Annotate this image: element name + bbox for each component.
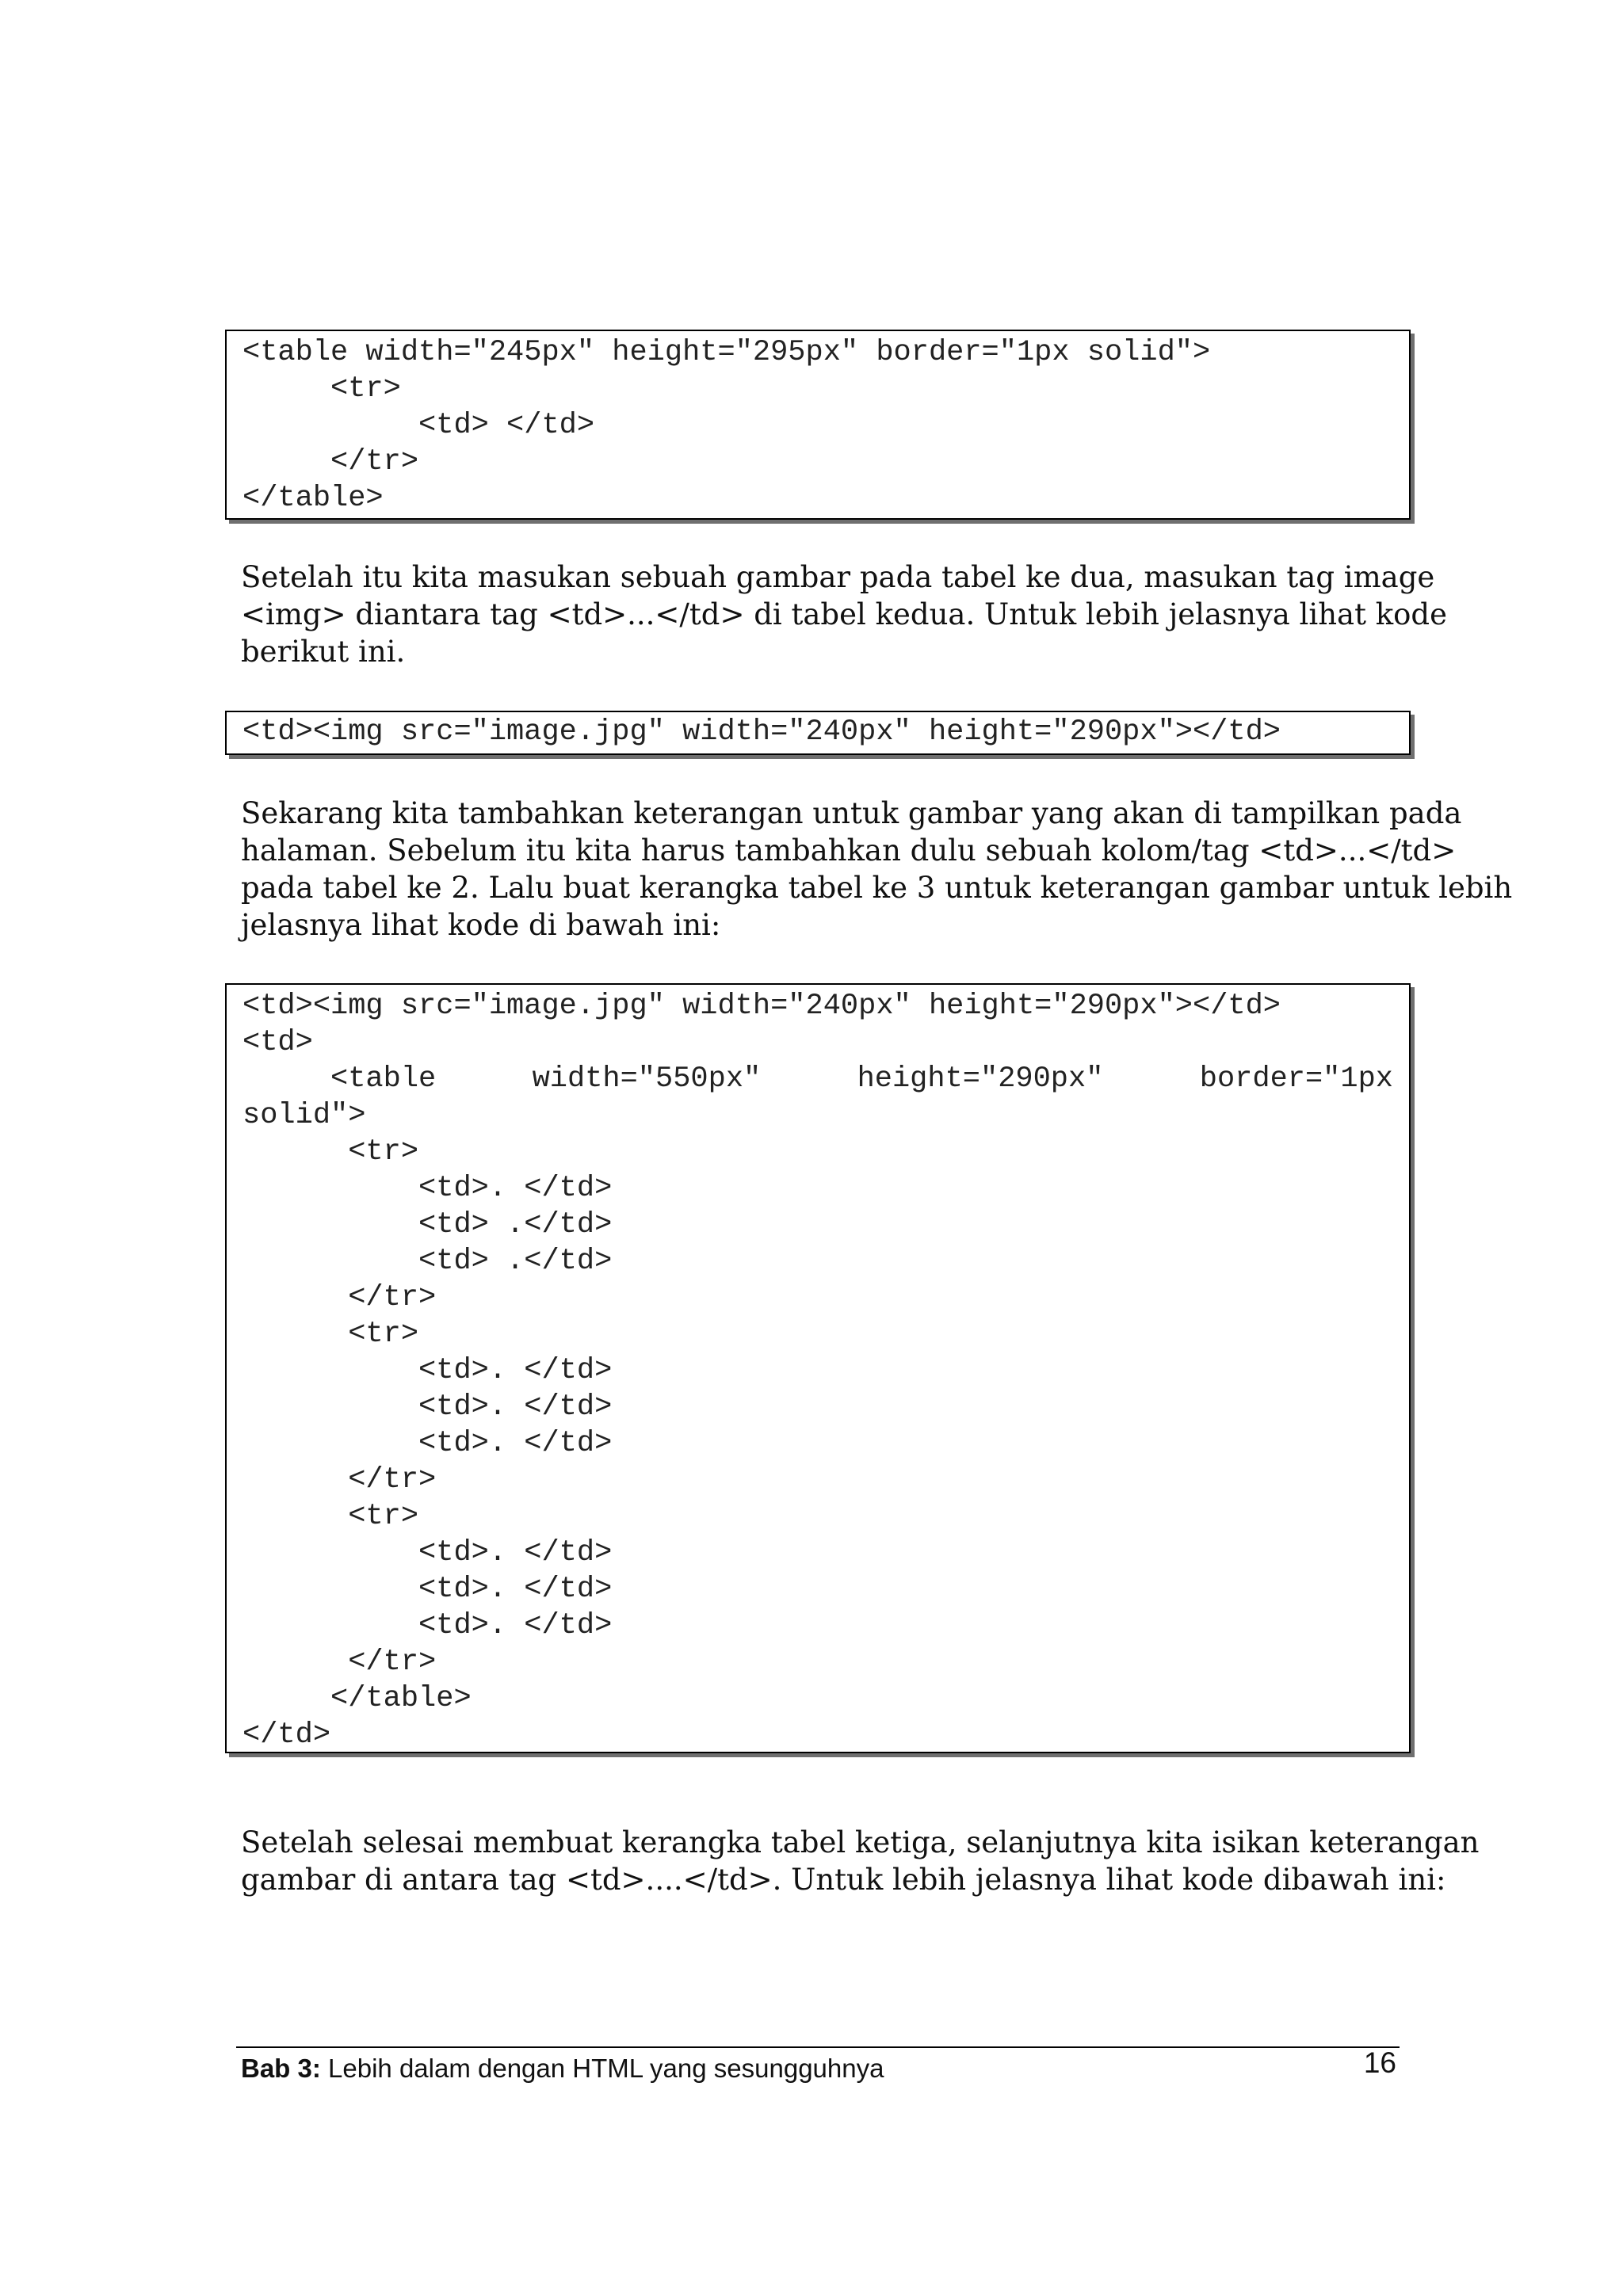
paragraph-add-caption (241, 795, 1513, 944)
code-block-nested-table (225, 983, 1411, 1753)
code-line: <tr> (242, 1135, 419, 1169)
code-line: <td>. </td> (242, 1427, 613, 1460)
code-line-justified (242, 1061, 1393, 1097)
paragraph-line: Setelah itu kita masukan sebuah gambar pada tabel ke dua, masukan tag image (241, 560, 1435, 594)
paragraph-fill-caption (241, 1824, 1480, 1898)
paragraph-insert-image (241, 559, 1448, 670)
footer-chapter-label: Bab 3: (241, 2054, 321, 2083)
paragraph-line: pada tabel ke 2. Lalu buat kerangka tabel ke 3 untuk keterangan gambar untuk lebih (241, 871, 1513, 905)
code-line: <tr> (242, 1318, 419, 1351)
code-line: <td> .</td> (242, 1208, 613, 1241)
code-line: </table> (242, 1682, 472, 1715)
code-line: <td>. </td> (242, 1390, 613, 1424)
paragraph-line: halaman. Sebelum itu kita harus tambahkan dulu sebuah kolom/tag <td>...</td> (241, 833, 1457, 868)
paragraph-line: gambar di antara tag <td>....</td>. Untuk lebih jelasnya lihat kode dibawah ini: (241, 1863, 1446, 1897)
code-token: width="550px" (532, 1062, 762, 1096)
paragraph-line: Sekarang kita tambahkan keterangan untuk gambar yang akan di tampilkan pada (241, 796, 1462, 830)
code-line: </table> (242, 482, 384, 515)
code-line: </tr> (242, 1281, 437, 1314)
code-line: <td>. </td> (242, 1172, 613, 1205)
code-line: <tr> (242, 372, 401, 406)
footer-divider (236, 2046, 1400, 2048)
code-block-img-cell (225, 711, 1411, 755)
code-line: <td> </td> (242, 409, 595, 442)
paragraph-line: Setelah selesai membuat kerangka tabel ketiga, selanjutnya kita isikan keterangan (241, 1825, 1480, 1859)
paragraph-line: <img> diantara tag <td>...</td> di tabel kedua. Untuk lebih jelasnya lihat kode (241, 597, 1448, 631)
code-line: </tr> (242, 1646, 437, 1679)
code-line: <td> .</td> (242, 1245, 613, 1278)
code-token: border="1px (1199, 1062, 1393, 1096)
code-block-table-frame (225, 330, 1411, 520)
paragraph-line: jelasnya lihat kode di bawah ini: (241, 908, 721, 942)
code-token: <table (242, 1062, 437, 1096)
code-line: </td> (242, 1718, 331, 1752)
code-line: solid"> (242, 1099, 366, 1132)
page-number: 16 (1363, 2046, 1396, 2079)
paragraph-line: berikut ini. (241, 635, 406, 669)
code-line: <td>. </td> (242, 1536, 613, 1569)
code-token: height="290px" (857, 1062, 1104, 1096)
code-line: <td>. </td> (242, 1609, 613, 1642)
code-line: </tr> (242, 445, 419, 479)
code-line: </tr> (242, 1463, 437, 1497)
footer-chapter-text: Lebih dalam dengan HTML yang sesungguhnya (320, 2054, 884, 2083)
code-line: <td>. </td> (242, 1354, 613, 1387)
code-line: <tr> (242, 1500, 419, 1533)
code-line: <td>. </td> (242, 1573, 613, 1606)
code-line: <table width="245px" height="295px" border="1px solid"> (242, 336, 1211, 369)
code-line: <td> (242, 1026, 313, 1059)
footer-chapter-title (241, 2052, 884, 2085)
code-line: <td><img src="image.jpg" width="240px" height="290px"></td> (242, 990, 1281, 1023)
code-line: <td><img src="image.jpg" width="240px" height="290px"></td> (242, 715, 1281, 749)
